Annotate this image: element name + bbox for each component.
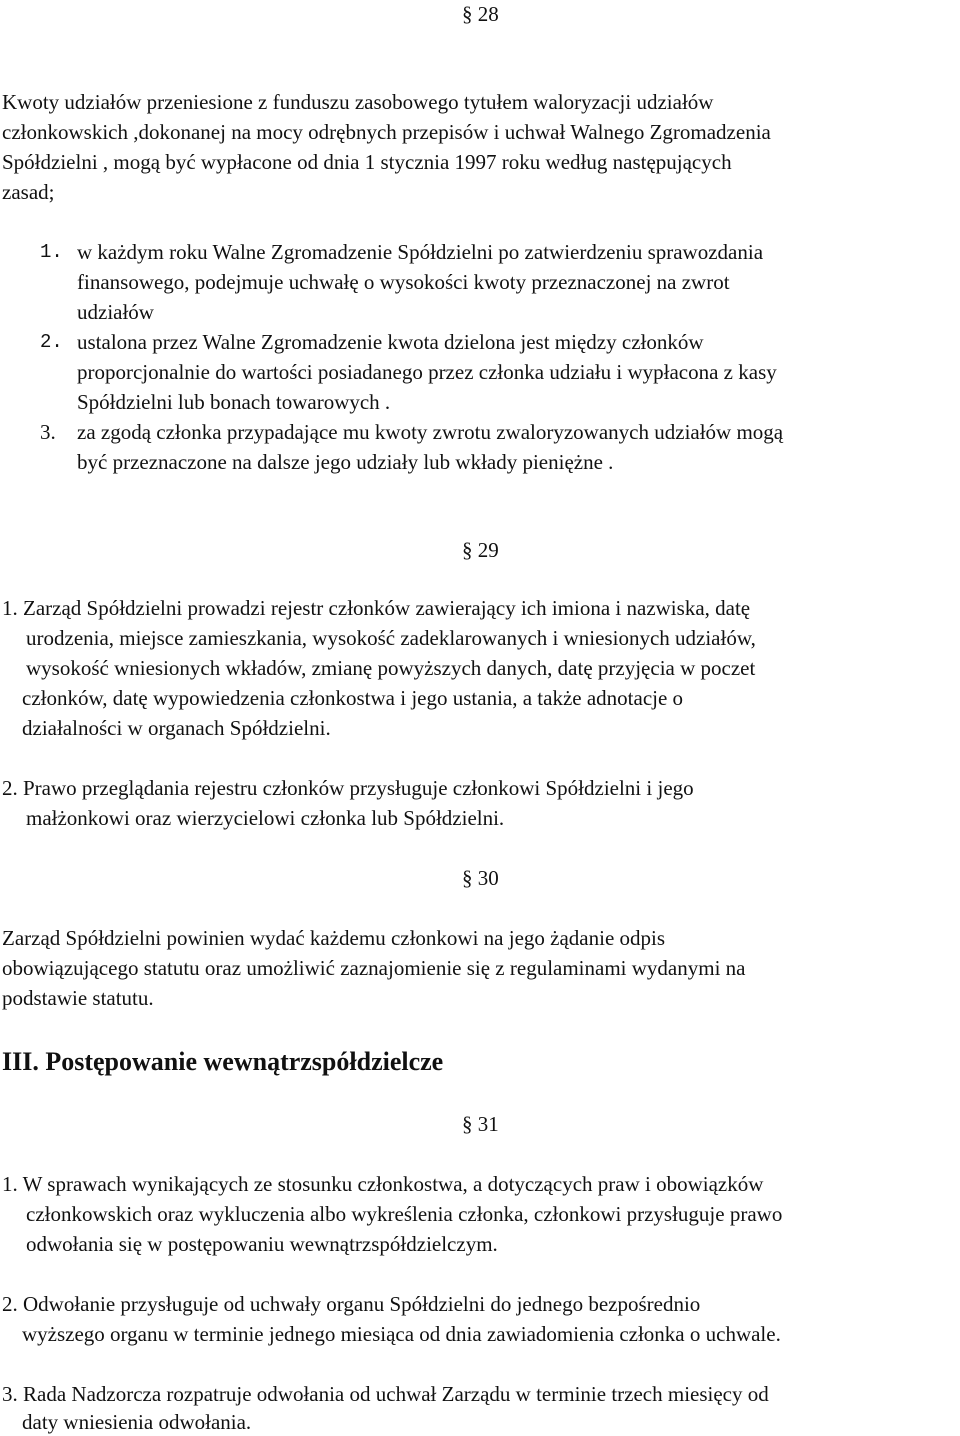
section-28-heading: § 28 [462,2,499,26]
list-item-text: Spółdzielni lub bonach towarowych . [77,390,391,414]
chapter-heading: III. Postępowanie wewnątrzspółdzielcze [2,1047,444,1076]
section-28-intro-line: Kwoty udziałów przeniesione z funduszu zasobowego tytułem waloryzacji udziałów [2,90,714,114]
section-28-intro-line: Spółdzielni , mogą być wypłacone od dnia 1 stycznia 1997 roku według następujących [2,150,732,174]
paragraph-line: 1. W sprawach wynikających ze stosunku członkostwa, a dotyczących praw i obowiązków [2,1172,764,1196]
paragraph-line: członków, datę wypowiedzenia członkostwa i jego ustania, a także adnotacje o [22,686,684,710]
paragraph-line: odwołania się w postępowaniu wewnątrzspółdzielczym. [26,1232,498,1256]
paragraph-line: podstawie statutu. [2,986,154,1010]
paragraph-line: wysokość wniesionych wkładów, zmianę powyższych danych, datę przyjęcia w poczet [26,656,756,680]
section-29-heading: § 29 [462,538,499,562]
paragraph-line: obowiązującego statutu oraz umożliwić zaznajomienie się z regulaminami wydanymi na [2,956,746,980]
list-item-text: proporcjonalnie do wartości posiadanego przez członka udziału i wypłacona z kasy [77,360,777,384]
list-item-text: być przeznaczone na dalsze jego udziały lub wkłady pieniężne . [77,450,614,474]
paragraph-line: 2. Odwołanie przysługuje od uchwały organu Spółdzielni do jednego bezpośrednio [2,1292,701,1316]
list-item-number: 2. [40,331,63,353]
section-28-intro-line: zasad; [2,180,55,204]
paragraph-line: małżonkowi oraz wierzycielowi członka lub Spółdzielni. [26,806,505,830]
paragraph-line: 2. Prawo przeglądania rejestru członków przysługuje członkowi Spółdzielni i jego [2,776,694,800]
paragraph-line: 1. Zarząd Spółdzielni prowadzi rejestr członków zawierający ich imiona i nazwiska, datę [2,596,751,620]
section-28-intro-line: członkowskich ,dokonanej na mocy odrębnych przepisów i uchwał Walnego Zgromadzenia [2,120,771,144]
list-item-text: finansowego, podejmuje uchwałę o wysokości kwoty przeznaczonej na zwrot [77,270,730,294]
paragraph-line: wyższego organu w terminie jednego miesiąca od dnia zawiadomienia członka o uchwale. [22,1322,781,1346]
paragraph-line: członkowskich oraz wykluczenia albo wykreślenia członka, członkowi przysługuje prawo [26,1202,783,1226]
section-31-heading: § 31 [462,1112,499,1136]
section-30-heading: § 30 [462,866,499,890]
paragraph-line: 3. Rada Nadzorcza rozpatruje odwołania od uchwał Zarządu w terminie trzech miesięcy od [2,1382,769,1406]
list-item-text: ustalona przez Walne Zgromadzenie kwota dzielona jest między członków [77,330,704,354]
list-item-text: za zgodą członka przypadające mu kwoty zwrotu zwaloryzowanych udziałów mogą [77,420,784,444]
list-item-text: udziałów [77,300,154,324]
list-item-number: 1. [40,241,63,263]
paragraph-line: Zarząd Spółdzielni powinien wydać każdemu członkowi na jego żądanie odpis [2,926,666,950]
paragraph-line: działalności w organach Spółdzielni. [22,716,331,740]
list-item-text: w każdym roku Walne Zgromadzenie Spółdzielni po zatwierdzeniu sprawozdania [77,240,764,264]
list-item-number: 3. [40,420,56,444]
paragraph-line: urodzenia, miejsce zamieszkania, wysokość zadeklarowanych i wniesionych udziałów, [26,626,756,650]
paragraph-line: daty wniesienia odwołania. [22,1410,252,1434]
